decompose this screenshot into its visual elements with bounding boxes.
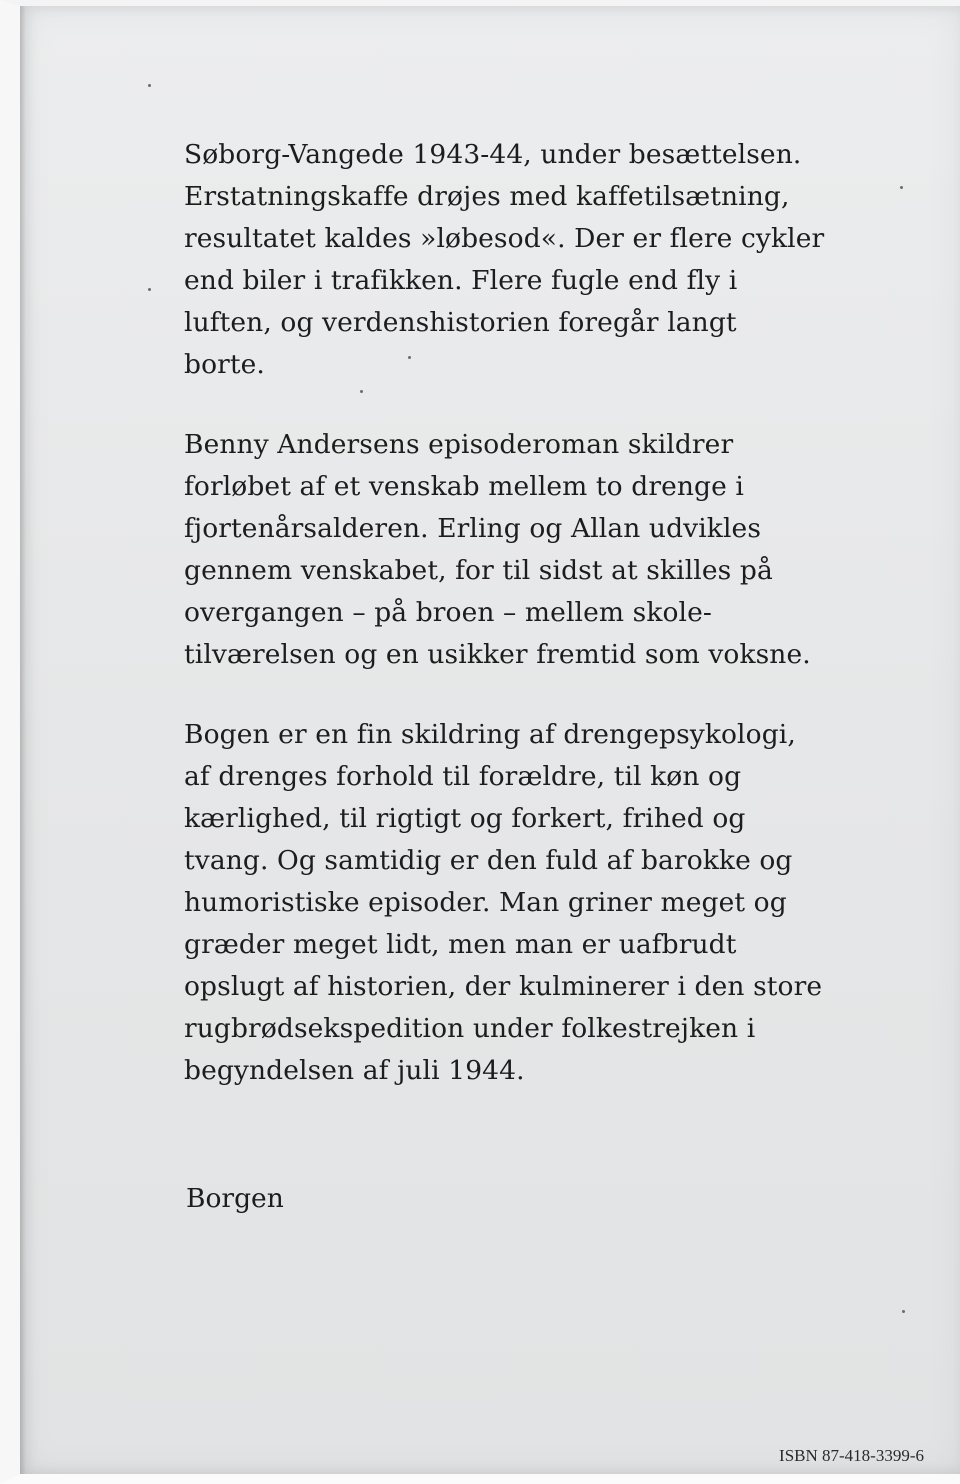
blurb-line: end biler i trafikken. Flere fugle end fly i [184, 265, 738, 296]
blurb-paragraph-2 [184, 424, 884, 676]
paper-speck [902, 1310, 905, 1313]
paper-speck [408, 356, 411, 359]
blurb-line: humoristiske episoder. Man griner meget og [184, 887, 787, 918]
blurb-line: tvang. Og samtidig er den fuld af barokke og [184, 845, 793, 876]
blurb-line: fjortenårsalderen. Erling og Allan udvikles [184, 513, 762, 544]
paper-speck [360, 390, 363, 393]
spine-edge [20, 6, 26, 1474]
blurb-line: overgangen – på broen – mellem skole- [184, 597, 712, 628]
blurb-line: opslugt af historien, der kulminerer i den store [184, 971, 823, 1002]
blurb-text [184, 134, 884, 1130]
blurb-line: resultatet kaldes »løbesod«. Der er flere cykler [184, 223, 825, 254]
blurb-line: Benny Andersens episoderoman skildrer [184, 429, 734, 460]
blurb-paragraph-3 [184, 714, 884, 1092]
publisher-name: Borgen [186, 1183, 284, 1214]
blurb-line: Søborg-Vangede 1943-44, under besættelsen. [184, 139, 802, 170]
blurb-line: Erstatningskaffe drøjes med kaffetilsætning, [184, 181, 790, 212]
blurb-line: af drenges forhold til forældre, til køn og [184, 761, 742, 792]
blurb-line: forløbet af et venskab mellem to drenge i [184, 471, 744, 502]
blurb-line: kærlighed, til rigtigt og forkert, frihed og [184, 803, 746, 834]
blurb-line: Bogen er en fin skildring af drengepsykologi, [184, 719, 796, 750]
paper-speck [148, 84, 151, 87]
paper-speck [900, 186, 903, 189]
blurb-line: rugbrødsekspedition under folkestrejken i [184, 1013, 756, 1044]
blurb-paragraph-1 [184, 134, 884, 386]
blurb-line: luften, og verdenshistorien foregår langt [184, 307, 737, 338]
paper-speck [148, 288, 151, 291]
blurb-line: borte. [184, 349, 265, 380]
isbn-number: ISBN 87-418-3399-6 [779, 1446, 924, 1465]
blurb-line: tilværelsen og en usikker fremtid som voksne. [184, 639, 811, 670]
blurb-line: begyndelsen af juli 1944. [184, 1055, 525, 1086]
blurb-line: gennem venskabet, for til sidst at skilles på [184, 555, 773, 586]
blurb-line: græder meget lidt, men man er uafbrudt [184, 929, 737, 960]
